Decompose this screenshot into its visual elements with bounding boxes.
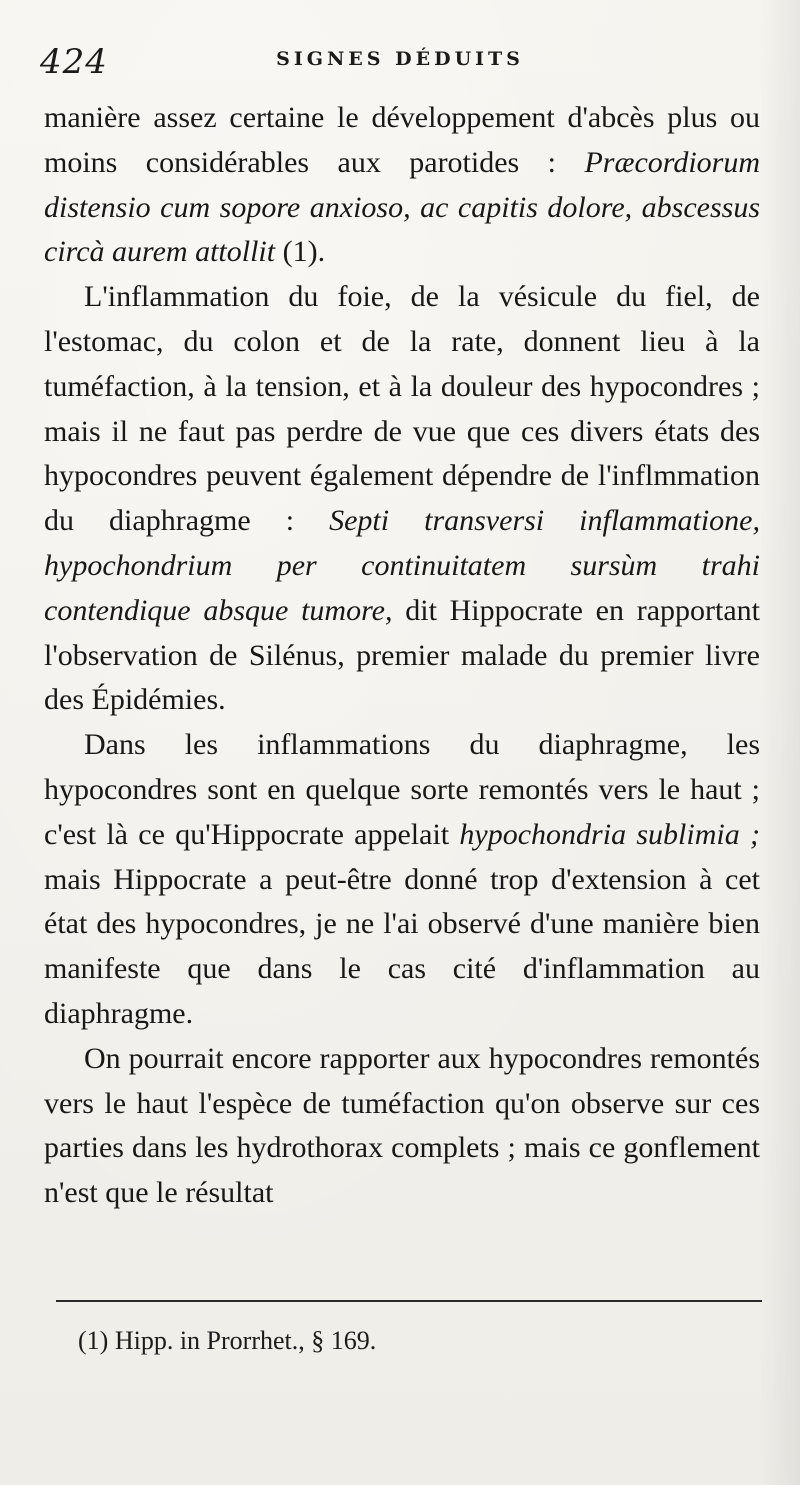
paragraph-3-text-end: mais Hippocrate a peut-être donné trop d'extension à cet état des hypocondres, je ne l'ai observé d'une manière bien manifeste que dans le cas cité d'inflammation au diaphragme.: [44, 862, 760, 1030]
page-shadow: [760, 0, 800, 1485]
footnote-divider: [56, 1300, 762, 1302]
paragraph-4: [44, 1037, 760, 1216]
page-number: 424: [40, 42, 108, 82]
running-head: SIGNES DÉDUITS: [276, 48, 524, 70]
paragraph-4-text: On pourrait encore rapporter aux hypocondres remontés vers le haut l'espèce de tuméfaction qu'on observe sur ces parties dans les hydrothorax complets ; mais ce gonflement n'est que le résultat: [44, 1041, 760, 1210]
footnote: (1) Hipp. in Prorrhet., § 169.: [78, 1326, 377, 1355]
paragraph-1: [44, 96, 760, 275]
paragraph-2-text: L'inflammation du foie, de la vésicule du fiel, de l'estomac, du colon et de la rate, donnent lieu à la tuméfaction, à la tension, et à la douleur des hypocondres ; mais il ne faut pas perdre de vue que ces divers états des hypocondres peuvent également dépendre de l'inflmmation du diaphragme :: [44, 280, 760, 538]
paragraph-3-text: Dans les inflammations du diaphragme, les hypocondres sont en quelque sorte remontés vers le haut ; c'est là ce qu'Hippocrate appelait: [44, 728, 760, 851]
paragraph-2-text-end: dit Hippocrate en rapportant l'observation de Silénus, premier malade du premier livre des Épidémies.: [44, 593, 761, 717]
paragraph-3: [44, 723, 760, 1037]
paragraph-1-text: manière assez certaine le développement d'abcès plus ou moins considérables aux parotides :: [44, 101, 760, 179]
body-text: [44, 96, 760, 1216]
paragraph-2: [44, 275, 760, 723]
page-header: [40, 40, 760, 90]
footnote-reference: (1).: [275, 235, 326, 269]
paragraph-1-latin-quote: Præcordiorum distensio cum sopore anxioso, ac capitis dolore, abscessus circà aurem attollit: [44, 145, 760, 269]
paragraph-3-latin-term: hypochondria sublimia ;: [459, 817, 760, 851]
paragraph-2-latin-quote: Septi transversi inflammatione, hypochondrium per continuitatem sursùm trahi contendique absque tumore,: [44, 504, 760, 627]
